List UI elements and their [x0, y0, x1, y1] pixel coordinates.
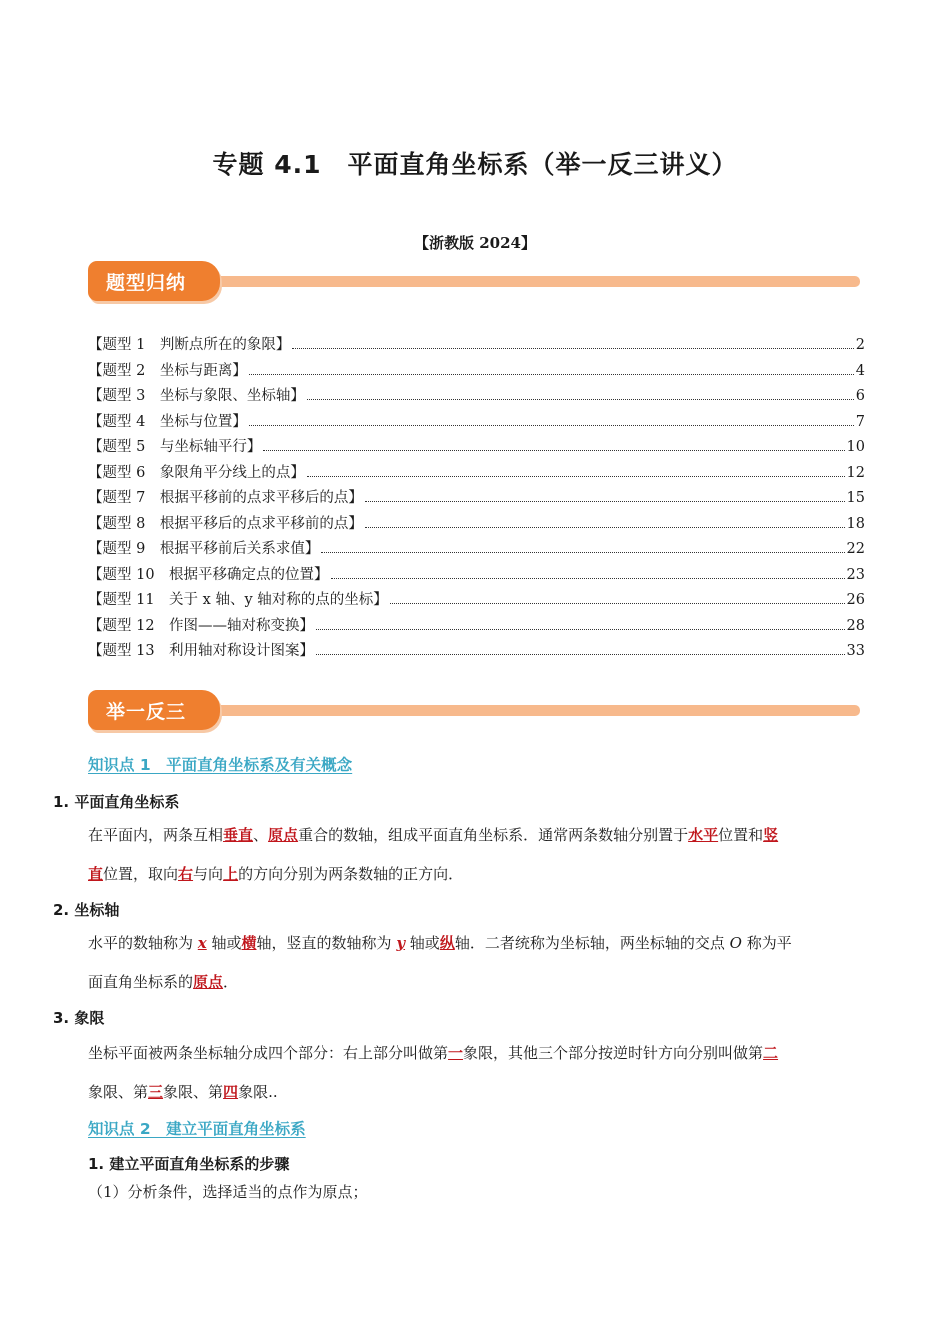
toc-item[interactable]: 【题型 9 根据平移前后关系求值】 22	[88, 541, 865, 557]
page-title: 专题 4.1 平面直角坐标系（举一反三讲义）	[212, 150, 738, 179]
section-heading: 1. 平面直角坐标系	[53, 793, 180, 811]
toc-item[interactable]: 【题型 8 根据平移后的点求平移前的点】 18	[88, 515, 865, 532]
toc-item[interactable]: 【题型 7 根据平移前的点求平移后的点】 15	[88, 490, 865, 506]
step-1-text: （1）分析条件，选择适当的点作为原点；	[88, 1183, 368, 1201]
paragraph-quadrants: 坐标平面被两条坐标轴分成四个部分：右上部分叫做第一象限，其他三个部分按逆时针方向分别叫做第二 象限、第三象限、第四象限..	[88, 1044, 779, 1101]
toc-item[interactable]: 【题型 1 判断点所在的象限】 2	[88, 337, 865, 353]
table-of-contents	[88, 333, 865, 665]
toc-item[interactable]: 【题型 2 坐标与距离】 4	[88, 362, 865, 379]
edition-label: 【浙教版 2024】	[414, 234, 536, 252]
section-heading: 1. 建立平面直角坐标系的步骤	[88, 1155, 290, 1173]
paragraph-axes: 水平的数轴称为 x 轴或横轴，竖直的数轴称为 y 轴或纵轴．二者统称为坐标轴，两坐标轴的交点 O 称为平 面直角坐标系的原点．	[88, 934, 792, 991]
section-heading: 2. 坐标轴	[53, 901, 120, 919]
toc-item[interactable]: 【题型 10 根据平移确定点的位置】 23	[88, 566, 865, 583]
banner-label: 举一反三	[106, 701, 187, 723]
toc-item[interactable]: 【题型 4 坐标与位置】 7	[88, 413, 865, 430]
toc-item[interactable]: 【题型 6 象限角平分线上的点】 12	[88, 464, 865, 481]
section-banner-types	[88, 261, 860, 301]
banner-label: 题型归纳	[106, 272, 187, 294]
paragraph-coordinate-system: 在平面内，两条互相垂直、原点重合的数轴，组成平面直角坐标系．通常两条数轴分别置于水平位置和竖 直位置，取向右与向上的方向分别为两条数轴的正方向．	[88, 826, 779, 883]
toc-item[interactable]: 【题型 3 坐标与象限、坐标轴】 6	[88, 388, 865, 404]
toc-item[interactable]: 【题型 13 利用轴对称设计图案】 33	[88, 643, 865, 659]
toc-item[interactable]: 【题型 12 作图——轴对称变换】 28	[88, 617, 865, 634]
knowledge-point-2-heading: 知识点 2 建立平面直角坐标系	[88, 1120, 306, 1138]
section-banner-examples	[88, 690, 860, 730]
section-heading: 3. 象限	[53, 1009, 105, 1027]
knowledge-point-1-heading: 知识点 1 平面直角坐标系及有关概念	[88, 756, 353, 774]
toc-item[interactable]: 【题型 11 关于 x 轴、y 轴对称的点的坐标】 26	[88, 592, 865, 608]
toc-item[interactable]: 【题型 5 与坐标轴平行】 10	[88, 439, 865, 455]
